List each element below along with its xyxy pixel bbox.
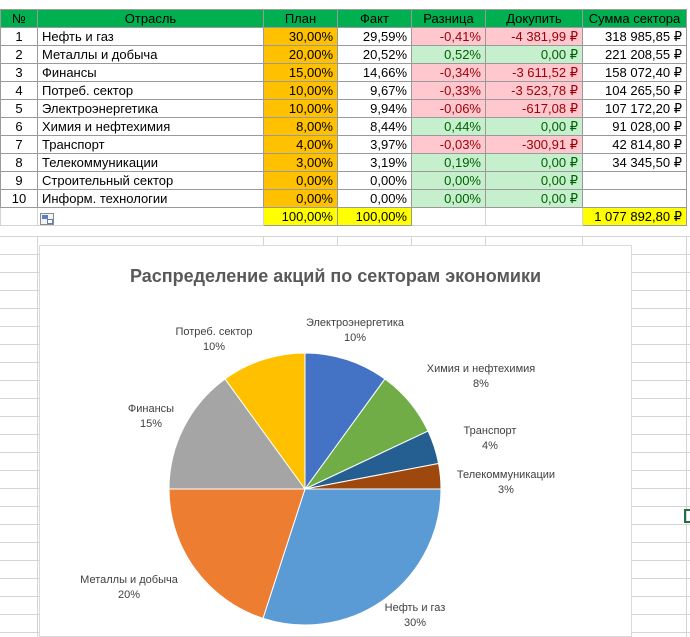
data-label-name[interactable]: Металлы и добыча: [80, 574, 178, 586]
difference-cell[interactable]: 0,00%: [412, 190, 486, 208]
row-number-cell[interactable]: 4: [1, 82, 38, 100]
data-label-percent[interactable]: 8%: [473, 378, 489, 390]
difference-cell[interactable]: 0,00%: [412, 172, 486, 190]
fact-cell[interactable]: 9,67%: [338, 82, 412, 100]
row-number-cell[interactable]: 9: [1, 172, 38, 190]
sector-table: [0, 9, 687, 226]
sector-sum-cell[interactable]: [583, 172, 687, 190]
sector-sum-cell[interactable]: 91 028,00 ₽: [583, 118, 687, 136]
fact-cell[interactable]: 14,66%: [338, 64, 412, 82]
row-number-cell[interactable]: 3: [1, 64, 38, 82]
sector-name-cell[interactable]: Информ. технологии: [38, 190, 264, 208]
row-number-cell[interactable]: 7: [1, 136, 38, 154]
sector-name-cell[interactable]: Металлы и добыча: [38, 46, 264, 64]
table-row: [1, 100, 687, 118]
difference-cell[interactable]: 0,52%: [412, 46, 486, 64]
buy-cell[interactable]: 0,00 ₽: [486, 190, 583, 208]
table-row: [1, 172, 687, 190]
selected-cell-edge: [684, 509, 690, 523]
sector-name-cell[interactable]: Транспорт: [38, 136, 264, 154]
header-fact[interactable]: Факт: [338, 10, 412, 28]
row-number-cell[interactable]: 5: [1, 100, 38, 118]
sector-name-cell[interactable]: Потреб. сектор: [38, 82, 264, 100]
row-number-cell[interactable]: 2: [1, 46, 38, 64]
fact-cell[interactable]: 8,44%: [338, 118, 412, 136]
data-label-percent[interactable]: 4%: [482, 440, 498, 452]
plan-cell[interactable]: 10,00%: [264, 100, 338, 118]
sector-sum-cell[interactable]: 318 985,85 ₽: [583, 28, 687, 46]
data-label-name[interactable]: Потреб. сектор: [175, 326, 253, 338]
table-row: [1, 118, 687, 136]
data-label-percent[interactable]: 3%: [498, 484, 514, 496]
sector-sum-cell[interactable]: 34 345,50 ₽: [583, 154, 687, 172]
header-buy[interactable]: Докупить: [486, 10, 583, 28]
data-label-percent[interactable]: 15%: [139, 418, 163, 430]
fact-cell[interactable]: 0,00%: [338, 172, 412, 190]
difference-cell[interactable]: -0,34%: [412, 64, 486, 82]
sector-name-cell[interactable]: Телекоммуникации: [38, 154, 264, 172]
plan-cell[interactable]: 8,00%: [264, 118, 338, 136]
row-number-cell[interactable]: 1: [1, 28, 38, 46]
header-sector[interactable]: Отрасль: [38, 10, 264, 28]
buy-cell[interactable]: -4 381,99 ₽: [486, 28, 583, 46]
fact-cell[interactable]: 20,52%: [338, 46, 412, 64]
data-label-percent[interactable]: 30%: [403, 617, 427, 629]
header-plan[interactable]: План: [264, 10, 338, 28]
buy-cell[interactable]: -3 611,52 ₽: [486, 64, 583, 82]
fact-cell[interactable]: 29,59%: [338, 28, 412, 46]
sector-sum-cell[interactable]: 221 208,55 ₽: [583, 46, 687, 64]
total-fact-cell[interactable]: 100,00%: [338, 208, 412, 226]
difference-cell[interactable]: -0,03%: [412, 136, 486, 154]
difference-cell[interactable]: -0,41%: [412, 28, 486, 46]
sector-sum-cell[interactable]: 107 172,20 ₽: [583, 100, 687, 118]
fact-cell[interactable]: 9,94%: [338, 100, 412, 118]
fact-cell[interactable]: 3,19%: [338, 154, 412, 172]
data-label-name[interactable]: Электроэнергетика: [305, 317, 405, 329]
paste-options-icon[interactable]: [40, 213, 54, 225]
plan-cell[interactable]: 0,00%: [264, 190, 338, 208]
plan-cell[interactable]: 4,00%: [264, 136, 338, 154]
total-sum-cell[interactable]: 1 077 892,80 ₽: [583, 208, 687, 226]
header-difference[interactable]: Разница: [412, 10, 486, 28]
sector-sum-cell[interactable]: [583, 190, 687, 208]
empty-cell[interactable]: [38, 208, 264, 226]
sector-name-cell[interactable]: Строительный сектор: [38, 172, 264, 190]
sector-name-cell[interactable]: Химия и нефтехимия: [38, 118, 264, 136]
buy-cell[interactable]: -300,91 ₽: [486, 136, 583, 154]
row-number-cell[interactable]: 10: [1, 190, 38, 208]
buy-cell[interactable]: 0,00 ₽: [486, 46, 583, 64]
sector-name-cell[interactable]: Электроэнергетика: [38, 100, 264, 118]
buy-cell[interactable]: 0,00 ₽: [486, 172, 583, 190]
table-row: [1, 136, 687, 154]
row-number-cell[interactable]: 6: [1, 118, 38, 136]
plan-cell[interactable]: 30,00%: [264, 28, 338, 46]
data-label-percent[interactable]: 10%: [343, 332, 367, 344]
data-label-percent[interactable]: 20%: [117, 589, 141, 601]
row-number-cell[interactable]: 8: [1, 154, 38, 172]
difference-cell[interactable]: 0,44%: [412, 118, 486, 136]
empty-cell[interactable]: [1, 208, 38, 226]
totals-row: [1, 208, 687, 226]
fact-cell[interactable]: 0,00%: [338, 190, 412, 208]
table-row: [1, 154, 687, 172]
table-row: [1, 82, 687, 100]
plan-cell[interactable]: 15,00%: [264, 64, 338, 82]
sector-sum-cell[interactable]: 42 814,80 ₽: [583, 136, 687, 154]
empty-cell[interactable]: [486, 208, 583, 226]
data-label-name[interactable]: Финансы: [127, 403, 175, 415]
header-number[interactable]: №: [1, 10, 38, 28]
buy-cell[interactable]: 0,00 ₽: [486, 118, 583, 136]
data-label-name[interactable]: Химия и нефтехимия: [426, 363, 536, 375]
total-plan-cell[interactable]: 100,00%: [264, 208, 338, 226]
pie-chart[interactable]: [39, 245, 632, 637]
table-header-row: [1, 10, 687, 28]
table-row: [1, 46, 687, 64]
difference-cell[interactable]: 0,19%: [412, 154, 486, 172]
difference-cell[interactable]: -0,33%: [412, 82, 486, 100]
plan-cell[interactable]: 20,00%: [264, 46, 338, 64]
empty-cell[interactable]: [412, 208, 486, 226]
data-label-percent[interactable]: 10%: [202, 341, 226, 353]
header-sector-sum[interactable]: Сумма сектора: [583, 10, 687, 28]
sector-name-cell[interactable]: Нефть и газ: [38, 28, 264, 46]
plan-cell[interactable]: 10,00%: [264, 82, 338, 100]
data-label-name[interactable]: Транспорт: [463, 425, 517, 437]
table-row: [1, 64, 687, 82]
difference-cell[interactable]: -0,06%: [412, 100, 486, 118]
sector-sum-cell[interactable]: 104 265,50 ₽: [583, 82, 687, 100]
data-label-name[interactable]: Телекоммуникации: [456, 469, 556, 481]
table-row: [1, 28, 687, 46]
sector-name-cell[interactable]: Финансы: [38, 64, 264, 82]
pie-plot: [40, 246, 631, 636]
sector-sum-cell[interactable]: 158 072,40 ₽: [583, 64, 687, 82]
data-label-name[interactable]: Нефть и газ: [384, 602, 446, 614]
fact-cell[interactable]: 3,97%: [338, 136, 412, 154]
chart-title: Распределение акций по секторам экономики: [129, 266, 542, 286]
plan-cell[interactable]: 0,00%: [264, 172, 338, 190]
buy-cell[interactable]: 0,00 ₽: [486, 154, 583, 172]
plan-cell[interactable]: 3,00%: [264, 154, 338, 172]
buy-cell[interactable]: -3 523,78 ₽: [486, 82, 583, 100]
buy-cell[interactable]: -617,08 ₽: [486, 100, 583, 118]
table-row: [1, 190, 687, 208]
